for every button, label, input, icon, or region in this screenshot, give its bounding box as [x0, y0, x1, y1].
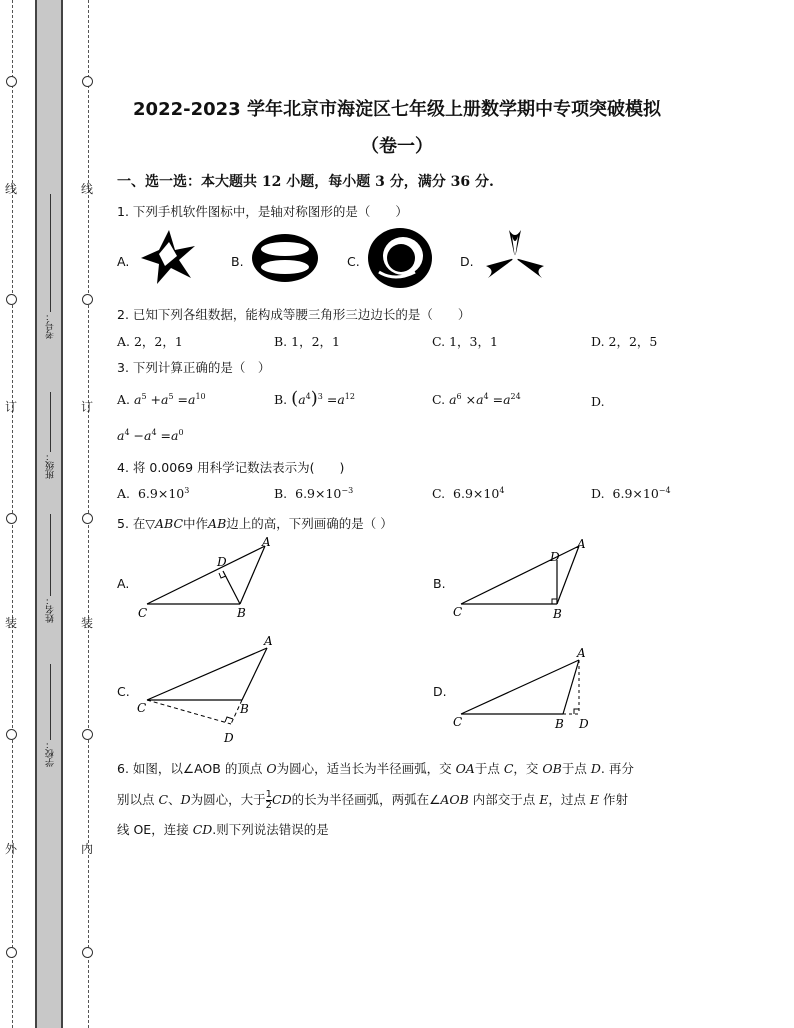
q2-option-c: C. 1，3，1	[432, 334, 498, 349]
svg-text:B: B	[553, 607, 562, 621]
inner-mark-nei: 内	[81, 842, 94, 856]
inner-mark-xian: 线	[81, 182, 94, 196]
svg-text:D: D	[217, 555, 227, 569]
q2-option-d: D. 2，2，5	[591, 334, 658, 349]
q5-figure-b	[451, 536, 601, 624]
q6-stem-line2: 别以点 C、D为圆心，大于 $\frac{1}{2}$ CD的长为半径画弧，两弧在∠AOB 内部交于点 E，过点 E 作射	[117, 789, 629, 811]
q4-option-b: B. $6.9\times 10^{-3}$	[274, 486, 354, 502]
svg-text:C: C	[138, 606, 148, 620]
q1-label-c: C.	[347, 254, 360, 269]
binding-hole	[6, 76, 17, 87]
q5-label-a: A.	[117, 576, 130, 591]
svg-text:D: D	[579, 717, 589, 731]
exam-subtitle: （卷一）	[361, 136, 433, 157]
q1-icon-c	[365, 226, 435, 290]
q5-label-d: D.	[433, 684, 447, 699]
outer-mark-wai: 外	[5, 842, 18, 856]
svg-text:C: C	[137, 701, 147, 715]
svg-text:A: A	[262, 536, 271, 549]
binding-hole	[6, 513, 17, 524]
svg-text:A: A	[264, 634, 273, 648]
q6-stem-line1: 6. 如图，以∠AOB 的顶点 O为圆心，适当长为半径画弧，交 OA于点 C，交 OB于点 D. 再分	[117, 761, 634, 776]
binding-hole	[82, 76, 93, 87]
svg-text:D: D	[550, 550, 560, 564]
outer-mark-zhuang: 装	[5, 616, 18, 630]
q1-label-b: B.	[231, 254, 244, 269]
q5-figure-a	[135, 536, 285, 624]
q4-option-c: C. $6.9\times 10^4$	[432, 486, 505, 502]
q2-option-b: B. 1，2，1	[274, 334, 340, 349]
q1-icon-b	[250, 232, 320, 284]
svg-text:A: A	[577, 537, 586, 551]
inner-mark-zhuang: 装	[81, 616, 94, 630]
q3-option-d: $a^4 -a^4 =a^0$	[117, 428, 184, 444]
q5-stem: 5. 在▽ABC中作AB边上的高，下列画确的是（ ）	[117, 516, 393, 531]
q6-stem-line3: 线 OE，连接 CD.则下列说法错误的是	[117, 822, 329, 837]
exam-number-field[interactable]: 考号：	[40, 190, 60, 339]
name-field[interactable]: 姓名：	[40, 510, 60, 623]
svg-text:A: A	[577, 646, 586, 660]
q2-stem: 2. 已知下列各组数据，能构成等腰三角形三边边长的是（ ）	[117, 307, 471, 322]
school-field[interactable]: 学校：	[40, 660, 60, 767]
q3-stem: 3. 下列计算正确的是（ ）	[117, 360, 271, 375]
binding-hole	[6, 729, 17, 740]
outer-mark-ding: 订	[5, 400, 18, 414]
binding-hole	[6, 294, 17, 305]
q1-label-a: A.	[117, 254, 130, 269]
svg-text:D: D	[224, 731, 234, 745]
q4-stem: 4. 将 0.0069 用科学记数法表示为( )	[117, 460, 345, 475]
binding-margin	[0, 0, 100, 1028]
binding-hole	[82, 294, 93, 305]
q1-icon-d	[482, 226, 548, 290]
q4-option-d: D. $6.9\times 10^{-4}$	[591, 486, 671, 502]
q5-label-b: B.	[433, 576, 446, 591]
binding-hole	[82, 947, 93, 958]
q1-label-d: D.	[460, 254, 474, 269]
q3-option-a: A. $a^5 +a^5 =a^{10}$	[117, 392, 206, 408]
svg-text:C: C	[453, 715, 463, 729]
class-field[interactable]: 班级：	[40, 388, 60, 479]
svg-text:B: B	[555, 717, 564, 731]
q3-option-c: C. $a^6 \times a^4 =a^{24}$	[432, 392, 521, 408]
outer-mark-xian: 线	[5, 182, 18, 196]
binding-hole	[6, 947, 17, 958]
svg-text:B: B	[240, 702, 249, 716]
q3-option-b: B. $(a^4)^3 =a^{12}$	[274, 388, 355, 409]
q5-label-c: C.	[117, 684, 130, 699]
binding-hole	[82, 513, 93, 524]
q5-figure-d	[451, 644, 601, 736]
q3-option-d-label: D.	[591, 394, 605, 409]
inner-mark-ding: 订	[81, 400, 94, 414]
q4-option-a: A. $6.9\times 10^3$	[117, 486, 190, 502]
q1-icon-a	[137, 226, 201, 288]
section-heading: 一、选一选：本大题共 12 小题，每小题 3 分，满分 36 分.	[117, 174, 494, 190]
q1-stem: 1. 下列手机软件图标中，是轴对称图形的是（ ）	[117, 204, 408, 219]
svg-text:B: B	[237, 606, 246, 620]
q5-figure-c	[135, 632, 285, 746]
exam-title: 2022-2023 学年北京市海淀区七年级上册数学期中专项突破模拟	[133, 99, 661, 120]
q2-option-a: A. 2，2，1	[117, 334, 183, 349]
svg-text:C: C	[453, 605, 463, 619]
binding-hole	[82, 729, 93, 740]
